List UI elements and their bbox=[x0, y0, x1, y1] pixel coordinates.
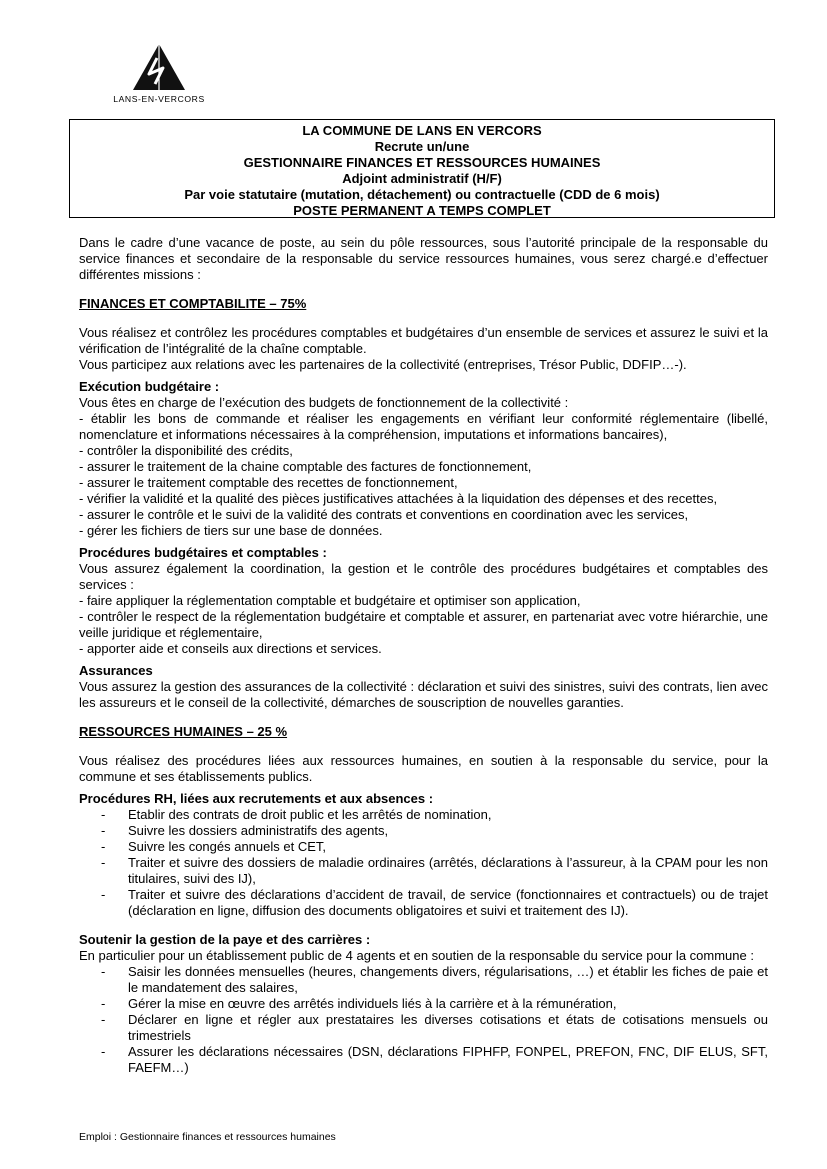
subtitle-procedures: Procédures budgétaires et comptables : bbox=[79, 545, 327, 560]
list-item: - Gérer la mise en œuvre des arrêtés individuels liés à la carrière et à la rémunération, bbox=[79, 996, 768, 1012]
list-item: - Suivre les dossiers administratifs des agents, bbox=[79, 823, 768, 839]
header-job-title: GESTIONNAIRE FINANCES ET RESSOURCES HUMAINES bbox=[243, 155, 601, 170]
header-poste: POSTE PERMANENT A TEMPS COMPLET bbox=[293, 203, 551, 218]
list-item: - Saisir les données mensuelles (heures, changements divers, régularisations, …) et établir les fiches de paie et le mandatement des salaires, bbox=[79, 964, 768, 996]
header-recrute: Recrute un/une bbox=[374, 139, 470, 154]
section-title-rh: RESSOURCES HUMAINES – 25 % bbox=[79, 724, 288, 739]
logo bbox=[104, 44, 214, 106]
assurances-line: Vous assurez la gestion des assurances de la collectivité : déclaration et suivi des sinistres, suivi des contrats, lien avec les assureurs et le conseil de la collectivité, démarches de souscription de nouvelles garanties. bbox=[79, 679, 768, 710]
subtitle-execution: Exécution budgétaire : bbox=[79, 379, 220, 394]
procedures-line: - apporter aide et conseils aux directions et services. bbox=[79, 641, 382, 656]
subtitle-assurances: Assurances bbox=[79, 663, 153, 678]
finances-intro-1: Vous réalisez et contrôlez les procédures comptables et budgétaires d’un ensemble de services et assurez le suivi et la vérification de l’intégralité de la chaîne comptable. bbox=[79, 325, 768, 356]
execution-line: - vérifier la validité et la qualité des pièces justificatives attachées à la liquidation des dépenses et des recettes, bbox=[79, 491, 718, 506]
execution-line: - assurer le contrôle et le suivi de la validité des contrats et conventions en coordination avec les services, bbox=[79, 507, 689, 522]
list-item: - Déclarer en ligne et régler aux prestataires les diverses cotisations et états de cotisations mensuels ou trimestriels bbox=[79, 1012, 768, 1044]
execution-line: - établir les bons de commande et réaliser les engagements en vérifiant leur conformité réglementaire (libellé, nomenclature et informations nécessaires à la compréhension, imputations et informations bancaires), bbox=[79, 411, 768, 442]
section-title-finances: FINANCES ET COMPTABILITE – 75% bbox=[79, 296, 307, 311]
execution-line: Vous êtes en charge de l’exécution des budgets de fonctionnement de la collectivité : bbox=[79, 395, 569, 410]
intro-paragraph: Dans le cadre d’une vacance de poste, au sein du pôle ressources, sous l’autorité principale de la responsable du service finances et secondaire de la responsable du service ressources humaines, vous serez chargé.e d’effectuer différentes missions : bbox=[79, 235, 768, 282]
list-item: - Assurer les déclarations nécessaires (DSN, déclarations FIPHFP, FONPEL, PREFON, FNC, DIF ELUS, SFT, FAEFM…) bbox=[79, 1044, 768, 1076]
finances-intro-2: Vous participez aux relations avec les partenaires de la collectivité (entreprises, Trésor Public, DDFIP…-). bbox=[79, 357, 687, 372]
procedures-line: Vous assurez également la coordination, la gestion et le contrôle des procédures budgétaires et comptables des services : bbox=[79, 561, 768, 592]
header-grade: Adjoint administratif (H/F) bbox=[342, 171, 502, 186]
execution-line: - assurer le traitement comptable des recettes de fonctionnement, bbox=[79, 475, 458, 490]
rh-intro: Vous réalisez des procédures liées aux ressources humaines, en soutien à la responsable du service, pour la commune et ses établissements publics. bbox=[79, 753, 768, 784]
subtitle-paye: Soutenir la gestion de la paye et des carrières : bbox=[79, 932, 371, 947]
job-header-box bbox=[69, 119, 775, 218]
recrutements-list bbox=[79, 807, 768, 919]
job-description bbox=[79, 235, 768, 1076]
header-voie: Par voie statutaire (mutation, détachement) ou contractuelle (CDD de 6 mois) bbox=[184, 187, 660, 202]
execution-line: - gérer les fichiers de tiers sur une base de données. bbox=[79, 523, 383, 538]
logo-text: LANS-EN-VERCORS bbox=[113, 94, 205, 104]
mountain-logo-icon bbox=[133, 44, 185, 90]
page-footer: Emploi : Gestionnaire finances et ressources humaines bbox=[79, 1131, 336, 1143]
list-item: - Suivre les congés annuels et CET, bbox=[79, 839, 768, 855]
list-item: - Traiter et suivre des déclarations d’accident de travail, de service (fonctionnaires et contractuels) ou de trajet (déclaration en ligne, diffusion des documents obligatoires et suivi et traitement des IJ). bbox=[79, 887, 768, 919]
list-item: - Etablir des contrats de droit public et les arrêtés de nomination, bbox=[79, 807, 768, 823]
paye-list bbox=[79, 964, 768, 1076]
execution-line: - contrôler la disponibilité des crédits, bbox=[79, 443, 293, 458]
procedures-line: - faire appliquer la réglementation comptable et budgétaire et optimiser son application, bbox=[79, 593, 581, 608]
header-commune: LA COMMUNE DE LANS EN VERCORS bbox=[302, 123, 542, 138]
list-item: - Traiter et suivre des dossiers de maladie ordinaires (arrêtés, déclarations à l’assureur, à la CPAM pour les non titulaires, suivi des IJ), bbox=[79, 855, 768, 887]
execution-line: - assurer le traitement de la chaine comptable des factures de fonctionnement, bbox=[79, 459, 532, 474]
procedures-line: - contrôler le respect de la réglementation budgétaire et comptable et assurer, en partenariat avec votre hiérarchie, une veille juridique et réglementaire, bbox=[79, 609, 768, 640]
subtitle-recrutements: Procédures RH, liées aux recrutements et aux absences : bbox=[79, 791, 434, 806]
paye-intro: En particulier pour un établissement public de 4 agents et en soutien de la responsable du service pour la commune : bbox=[79, 948, 754, 963]
